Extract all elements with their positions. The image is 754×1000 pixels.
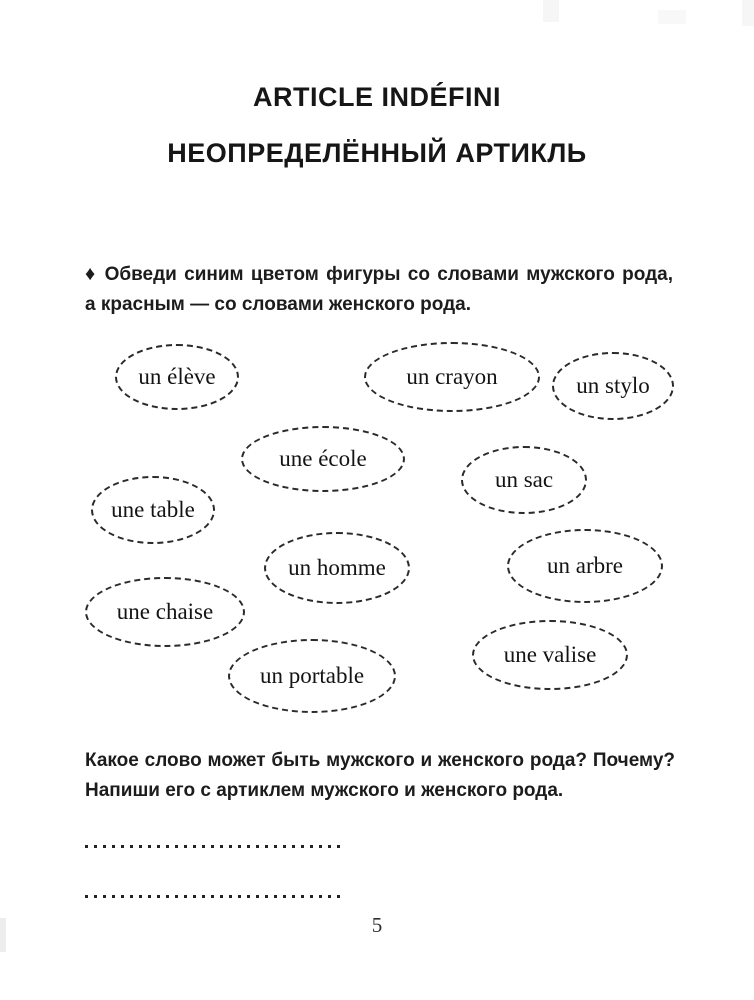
title-russian: НЕОПРЕДЕЛЁННЫЙ АРТИКЛЬ [167,138,587,168]
exercise-instruction [85,259,673,320]
word-oval: un sac [461,446,587,514]
word-oval: un portable [228,639,396,713]
answer-dotted-line [85,895,341,898]
answer-dotted-line [85,845,341,848]
page-number: 5 [371,913,383,937]
word-oval: une table [91,476,215,544]
word-oval: un arbre [507,529,663,603]
instruction-text-1: Обведи синим цветом фигуры со словами мужского рода, [104,264,673,285]
word-oval: un élève [115,344,239,410]
word-oval: un stylo [552,352,674,420]
scan-artifact [543,0,559,22]
diamond-bullet-icon: ♦ [85,263,98,285]
word-oval: un crayon [364,342,540,412]
instruction-line-1 [85,259,673,290]
title-french: ARTICLE INDÉFINI [253,82,501,112]
question-line-2: Напиши его с артиклем мужского и женского рода. [85,780,564,801]
word-oval: un homme [264,532,410,604]
scan-artifact [742,0,754,26]
question-line-1: Какое слово может быть мужского и женского рода? Почему? [85,750,675,771]
instruction-text-2: а красным — со словами женского рода. [85,294,471,315]
scan-artifact [658,10,686,24]
word-oval: une chaise [85,577,245,647]
word-oval: une valise [472,620,628,690]
followup-question [85,746,675,806]
word-oval: une école [241,426,405,492]
